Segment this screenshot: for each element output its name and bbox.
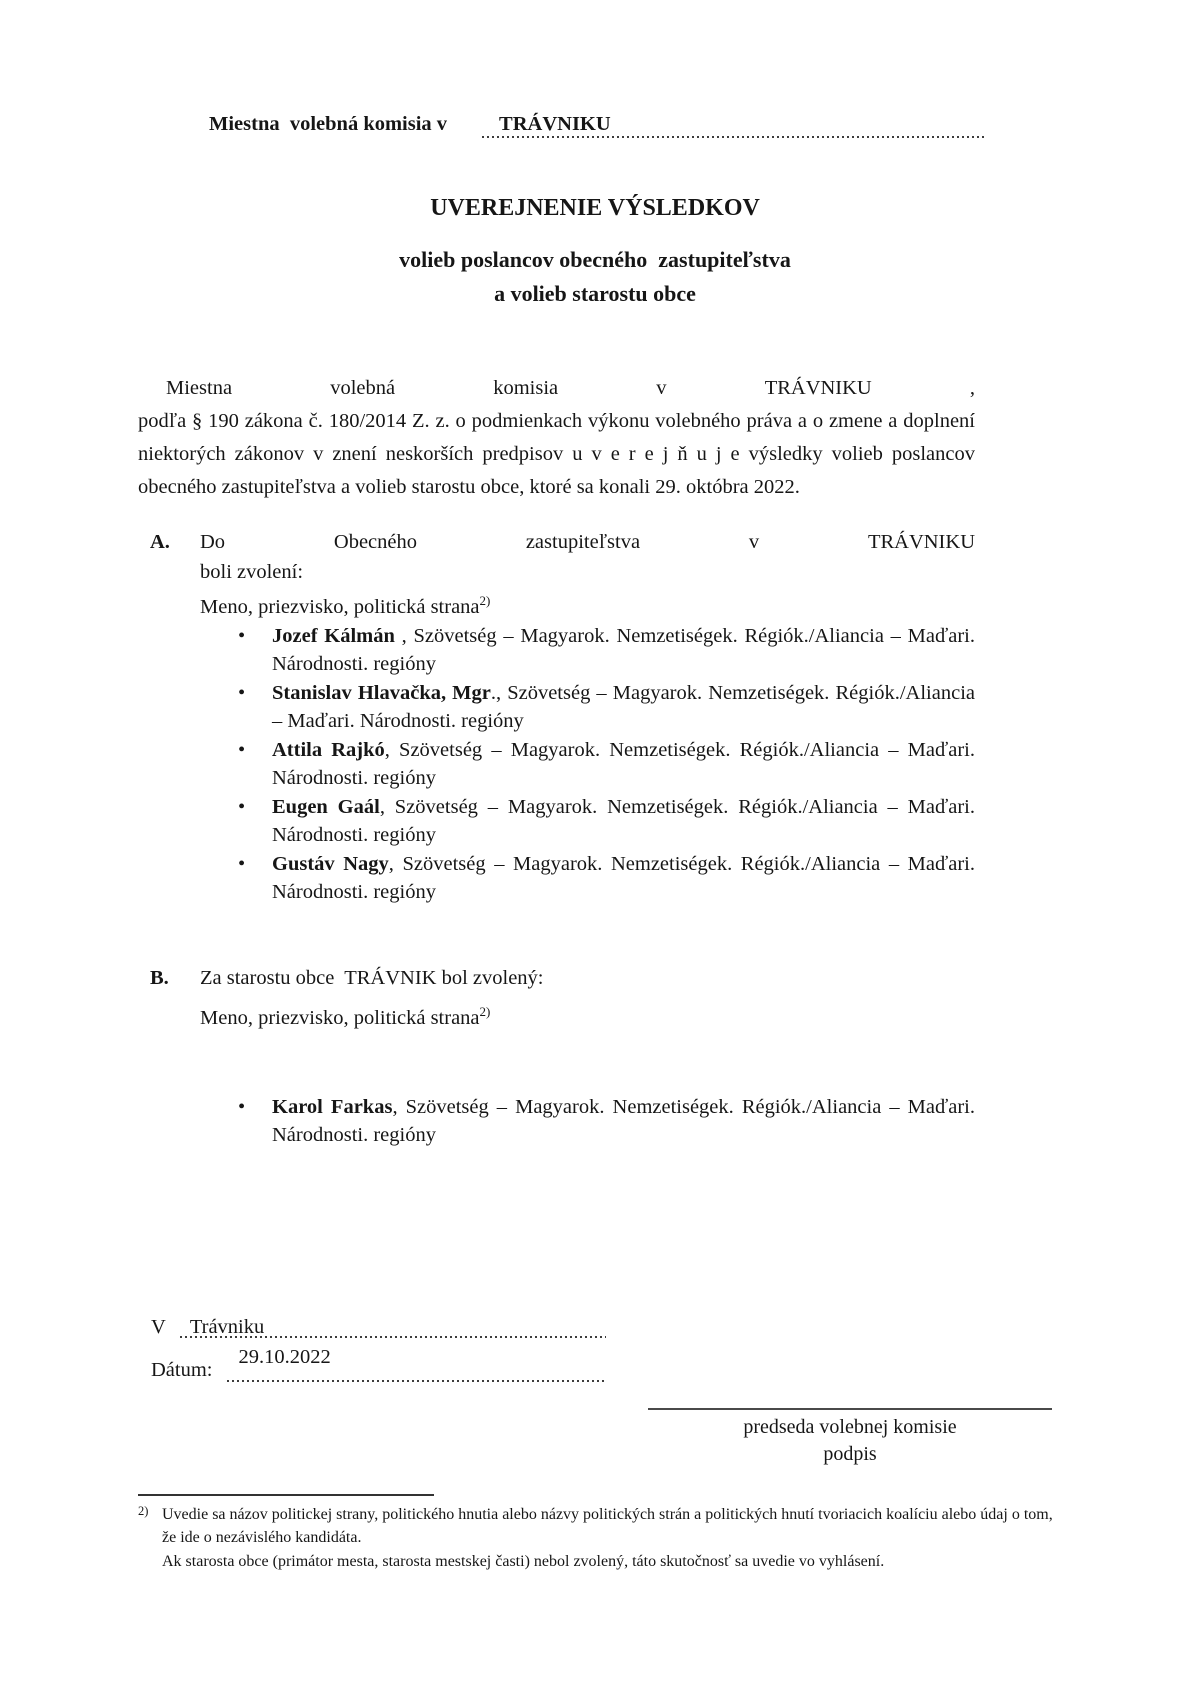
title-block [0,193,1190,313]
member-name: Attila Rajkó [272,739,385,761]
section-b-content [200,963,975,1150]
member-party: , Szövetség – Magyarok. Nemzetiségek. Régiók./Aliancia – Maďari. Národnosti. regióny [272,739,975,789]
list-item [200,793,975,849]
list-label [200,592,975,622]
footer-left [151,1316,606,1382]
member-party: , Szövetség – Magyarok. Nemzetiségek. Régiók./Aliancia – Maďari. Národnosti. regióny [272,625,975,675]
list-item [200,679,975,735]
member-party: , Szövetség – Magyarok. Nemzetiségek. Régiók./Aliancia – Maďari. Národnosti. regióny [272,796,975,846]
intro-word: komisia [493,377,559,399]
list-item [200,1093,975,1149]
heading-word: zastupiteľstva [525,531,641,553]
member-party: ., Szövetség – Magyarok. Nemzetiségek. Régiók./Aliancia – Maďari. Národnosti. regióny [272,682,975,732]
place-row [151,1316,606,1338]
doc-title: UVEREJNENIE VÝSLEDKOV [430,195,760,221]
intro-word: volebná [330,377,396,399]
header-committee-line [209,110,985,138]
list-label-text: Meno, priezvisko, politická strana [200,1007,480,1029]
footnote-ref: 2) [479,593,491,609]
section-a-heading-line2: boli zvolení: [200,561,304,583]
heading-word: TRÁVNIKU [867,531,975,553]
section-a-content [200,527,975,907]
section-b-heading-row [138,963,975,1150]
elected-members-list [200,622,975,906]
place-label: V [151,1316,166,1338]
committee-city-value: TRÁVNIKU [499,113,611,135]
place-field [180,1316,606,1338]
member-name: Karol Farkas [272,1096,393,1118]
section-a-heading [200,527,975,557]
signature-role: predseda volebnej komisie [743,1416,957,1438]
mayor-list [200,1093,975,1149]
intro-first-line [138,372,975,405]
heading-word: Do [200,531,226,553]
intro-word: v [656,377,667,399]
footnote-marker: 2) [138,1504,149,1518]
footnote-text-2: Ak starosta obce (primátor mesta, starosta mestskej časti) nebol zvolený, táto skutočnosť sa uvedie vo vyhlásení. [162,1553,885,1570]
section-a [138,527,975,907]
intro-word: , [969,377,975,399]
list-label-text: Meno, priezvisko, politická strana [200,596,480,618]
section-b-marker: B. [150,967,169,989]
list-item [200,622,975,678]
intro-word: TRÁVNIKU [764,377,872,399]
signature-block [648,1408,1052,1468]
committee-city-field [482,110,985,138]
committee-label: Miestna volebná komisia v [209,113,448,135]
member-name: Eugen Gaál [272,796,380,818]
member-party: , Szövetség – Magyarok. Nemzetiségek. Régiók./Aliancia – Maďari. Národnosti. regióny [272,1096,975,1146]
intro-word: Miestna [166,377,233,399]
place-value: Trávniku [189,1316,265,1338]
member-name: Stanislav Hlavačka, Mgr [272,682,491,704]
section-a-heading-row [138,527,975,907]
footnote [138,1503,1060,1573]
doc-subtitle-2: a volieb starostu obce [494,281,696,306]
heading-word: Obecného [333,531,417,553]
date-label: Dátum: [151,1359,213,1381]
member-name: Gustáv Nagy [272,853,389,875]
date-field [227,1346,607,1382]
intro-paragraph [138,372,975,504]
doc-subtitle-1: volieb poslancov obecného zastupiteľstva [399,247,791,272]
footnote-rule [138,1494,434,1496]
section-a-marker: A. [150,531,170,553]
section-b [138,963,975,1150]
date-value: 29.10.2022 [238,1346,331,1368]
member-name: Jozef Kálmán [272,625,395,647]
footnote-ref: 2) [479,1004,491,1020]
member-party: , Szövetség – Magyarok. Nemzetiségek. Régiók./Aliancia – Maďari. Národnosti. regióny [272,853,975,903]
intro-body: podľa § 190 zákona č. 180/2014 Z. z. o podmienkach výkonu volebného práva a o zmene a doplnení niektorých zákonov v znení neskorších predpisov u v e r e j ň u j e výsledky volieb poslancov obecného zastupiteľstva a volieb starostu obce, ktoré sa konali 29. októbra 2022. [138,410,975,498]
list-item [200,736,975,792]
signature-caption: podpis [823,1443,877,1465]
list-label [200,1003,975,1033]
date-row [151,1346,606,1382]
section-b-heading: Za starostu obce TRÁVNIK bol zvolený: [200,967,544,989]
list-item [200,850,975,906]
heading-word: v [748,531,760,553]
footnote-text-1: Uvedie sa názov politickej strany, politického hnutia alebo názvy politických strán a politických hnutí tvoriacich koalíciu alebo údaj o tom, že ide o nezávislého kandidáta. [162,1506,1053,1546]
